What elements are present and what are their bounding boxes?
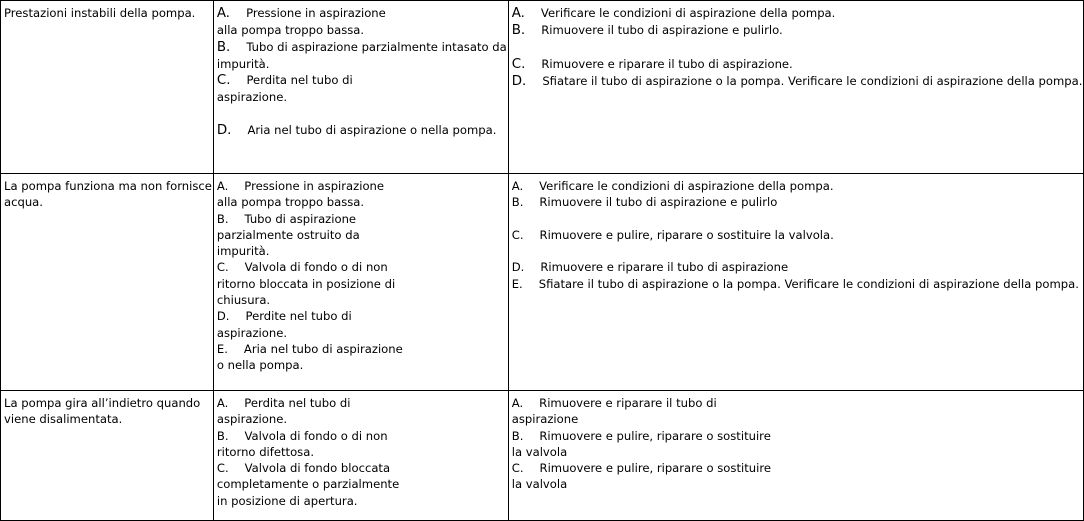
item-text: Tubo di aspirazione <box>246 39 358 54</box>
item-text: completamente o parzialmente <box>216 477 400 492</box>
item-text: alla pompa troppo bassa. <box>216 195 365 210</box>
item-letter: B. <box>511 195 524 210</box>
item-letter: C. <box>511 227 524 242</box>
item-first-line <box>217 259 507 275</box>
item-text: aspirazione. <box>216 90 288 105</box>
item-letter: E. <box>216 341 228 356</box>
item-text: Rimuovere il tubo di aspirazione e <box>541 23 740 38</box>
item-text: aspirazione <box>721 260 789 275</box>
item-text: Pressione in aspirazione <box>244 179 385 193</box>
cause-cell <box>213 1 508 174</box>
item-text: Verificare le condizioni di aspirazione <box>539 179 755 193</box>
solution-item <box>512 194 1083 227</box>
item-text: la valvola <box>511 444 568 459</box>
item-first-line <box>512 178 1083 194</box>
cause-item <box>217 308 507 341</box>
item-letter: C. <box>216 73 231 89</box>
cause-item <box>217 178 507 211</box>
item-text: o nella pompa. <box>410 123 497 138</box>
item-text: pompa. Verificare le condizioni di aspirazione <box>736 276 1000 291</box>
blank-line <box>512 243 1083 259</box>
item-text: chiusura. <box>216 293 271 308</box>
item-letter: C. <box>511 56 526 72</box>
table-row <box>1 391 1084 521</box>
solution-cell <box>508 174 1084 391</box>
item-first-line <box>512 395 1083 411</box>
item-text: Valvola di fondo bloccata <box>244 461 391 476</box>
item-first-line <box>512 5 1083 22</box>
solution-item <box>512 178 1083 194</box>
item-first-line <box>217 178 507 194</box>
item-letter: B. <box>511 23 526 39</box>
item-text: in posizione di apertura. <box>216 493 358 508</box>
item-text: o nella pompa. <box>216 358 304 373</box>
item-text: pulirlo <box>741 195 778 210</box>
item-text: Rimuovere e pulire, riparare o sostituire <box>539 428 771 443</box>
item-text: della pompa. <box>759 6 836 20</box>
cause-item <box>217 72 507 122</box>
item-first-line <box>217 308 507 324</box>
item-text: aspirazione. <box>216 412 288 427</box>
item-text: la valvola. <box>774 227 834 242</box>
solution-cell <box>508 391 1084 521</box>
solution-item <box>512 276 1083 292</box>
item-text: Valvola di fondo o di non <box>244 260 388 275</box>
item-text: Rimuovere e pulire, riparare o sostituire <box>539 227 771 242</box>
item-text: Aria nel tubo di aspirazione <box>247 123 407 138</box>
item-first-line <box>512 194 1083 210</box>
problem-text: Prestazioni instabili della pompa. <box>4 6 196 20</box>
item-first-line <box>217 39 507 56</box>
item-text: impurità. <box>216 56 270 71</box>
item-text: Perdita nel tubo di <box>246 73 353 88</box>
cause-item <box>217 395 507 428</box>
item-first-line <box>512 428 1083 444</box>
item-letter: A. <box>511 179 524 193</box>
item-text: della pompa. <box>1003 276 1079 291</box>
cause-item <box>217 259 507 308</box>
item-text: Perdite nel tubo di <box>245 309 352 324</box>
solution-item <box>512 395 1083 428</box>
item-first-line <box>512 276 1083 292</box>
blank-line <box>217 106 507 122</box>
item-letter: A. <box>216 6 231 21</box>
cause-item <box>217 122 507 139</box>
item-first-line <box>217 122 507 139</box>
item-letter: B. <box>216 211 229 226</box>
item-first-line <box>217 460 507 476</box>
item-first-line <box>512 259 1083 275</box>
blank-line <box>512 40 1083 56</box>
item-text: Rimuovere e riparare il tubo di <box>540 260 718 275</box>
item-text: aspirazione. <box>722 56 793 71</box>
item-text: della pompa. <box>757 179 834 193</box>
item-first-line <box>217 5 507 22</box>
item-text: Rimuovere il tubo di aspirazione e <box>539 195 738 210</box>
table-row <box>1 174 1084 391</box>
item-text: impurità. <box>216 244 270 259</box>
problem-text: La pompa funziona ma non fornisce <box>4 179 212 193</box>
item-letter: A. <box>511 396 524 410</box>
item-text: parzialmente ostruito da <box>216 227 360 242</box>
cause-item <box>217 211 507 260</box>
item-text: ritorno difettosa. <box>216 444 315 459</box>
item-text: pompa. Verificare le condizioni di aspirazione <box>740 74 1004 89</box>
item-first-line <box>217 211 507 227</box>
item-letter: D. <box>511 260 525 275</box>
solution-item <box>512 428 1083 461</box>
item-text: la valvola <box>511 477 568 492</box>
problem-text: La pompa gira all’indietro quando <box>4 396 201 410</box>
cause-item <box>217 5 507 39</box>
solution-item <box>512 22 1083 56</box>
solution-cell <box>508 1 1084 174</box>
item-text: ritorno bloccata in posizione di <box>216 276 396 291</box>
item-first-line <box>512 22 1083 39</box>
item-text: aspirazione. <box>216 325 288 340</box>
cause-item <box>217 341 507 374</box>
item-letter: A. <box>511 6 525 21</box>
item-letter: E. <box>511 276 523 291</box>
cause-cell <box>213 391 508 521</box>
solution-item <box>512 5 1083 22</box>
item-text: parzialmente intasato da <box>361 39 507 54</box>
problem-cell <box>1 1 214 174</box>
blank-line <box>512 211 1083 227</box>
item-text: alla pompa troppo bassa. <box>216 23 365 38</box>
item-first-line <box>217 395 507 411</box>
item-first-line <box>512 460 1083 476</box>
item-letter: B. <box>216 39 231 55</box>
item-text: Verificare le condizioni di aspirazione <box>540 6 757 20</box>
item-first-line <box>217 72 507 89</box>
item-text: Rimuovere e pulire, riparare o sostituire <box>539 461 771 476</box>
item-first-line <box>217 341 507 357</box>
item-letter: D. <box>216 123 232 139</box>
item-letter: C. <box>216 461 229 476</box>
item-letter: A. <box>216 179 229 193</box>
cause-cell <box>213 174 508 391</box>
item-text: Rimuovere e riparare il tubo di <box>539 396 717 410</box>
item-text: Valvola di fondo o di non <box>244 428 388 443</box>
item-letter: D. <box>216 309 230 324</box>
item-text: della pompa. <box>1006 74 1083 89</box>
item-text: Sfiatare il tubo di aspirazione o la <box>538 276 734 291</box>
item-letter: A. <box>216 396 229 410</box>
problem-cell <box>1 174 214 391</box>
item-letter: B. <box>511 428 524 443</box>
table-body <box>1 1 1084 521</box>
solution-item <box>512 259 1083 275</box>
item-letter: D. <box>511 74 527 90</box>
table-row <box>1 1 1084 174</box>
item-text: Sfiatare il tubo di aspirazione o la <box>542 74 737 89</box>
item-text: aspirazione <box>511 412 579 427</box>
item-letter: B. <box>216 428 229 443</box>
item-text: Tubo di aspirazione <box>244 211 357 226</box>
item-first-line <box>512 56 1083 73</box>
problem-text: viene disalimentata. <box>4 412 123 427</box>
solution-item <box>512 56 1083 73</box>
cause-item <box>217 460 507 509</box>
next-row-edge <box>0 506 704 509</box>
item-text: Aria nel tubo di aspirazione <box>243 341 403 356</box>
item-text: Pressione in aspirazione <box>246 6 386 20</box>
item-first-line <box>512 227 1083 243</box>
item-first-line <box>512 73 1083 90</box>
item-letter: C. <box>511 461 524 476</box>
solution-item <box>512 460 1083 493</box>
item-text: pulirlo. <box>742 23 783 38</box>
problem-cell <box>1 391 214 521</box>
solution-item <box>512 73 1083 90</box>
item-letter: C. <box>216 260 229 275</box>
item-text: Rimuovere e riparare il tubo di <box>541 56 719 71</box>
solution-item <box>512 227 1083 260</box>
item-first-line <box>217 428 507 444</box>
item-text: Perdita nel tubo di <box>244 396 351 410</box>
problem-text: acqua. <box>4 195 43 210</box>
cause-item <box>217 39 507 73</box>
cause-item <box>217 428 507 461</box>
